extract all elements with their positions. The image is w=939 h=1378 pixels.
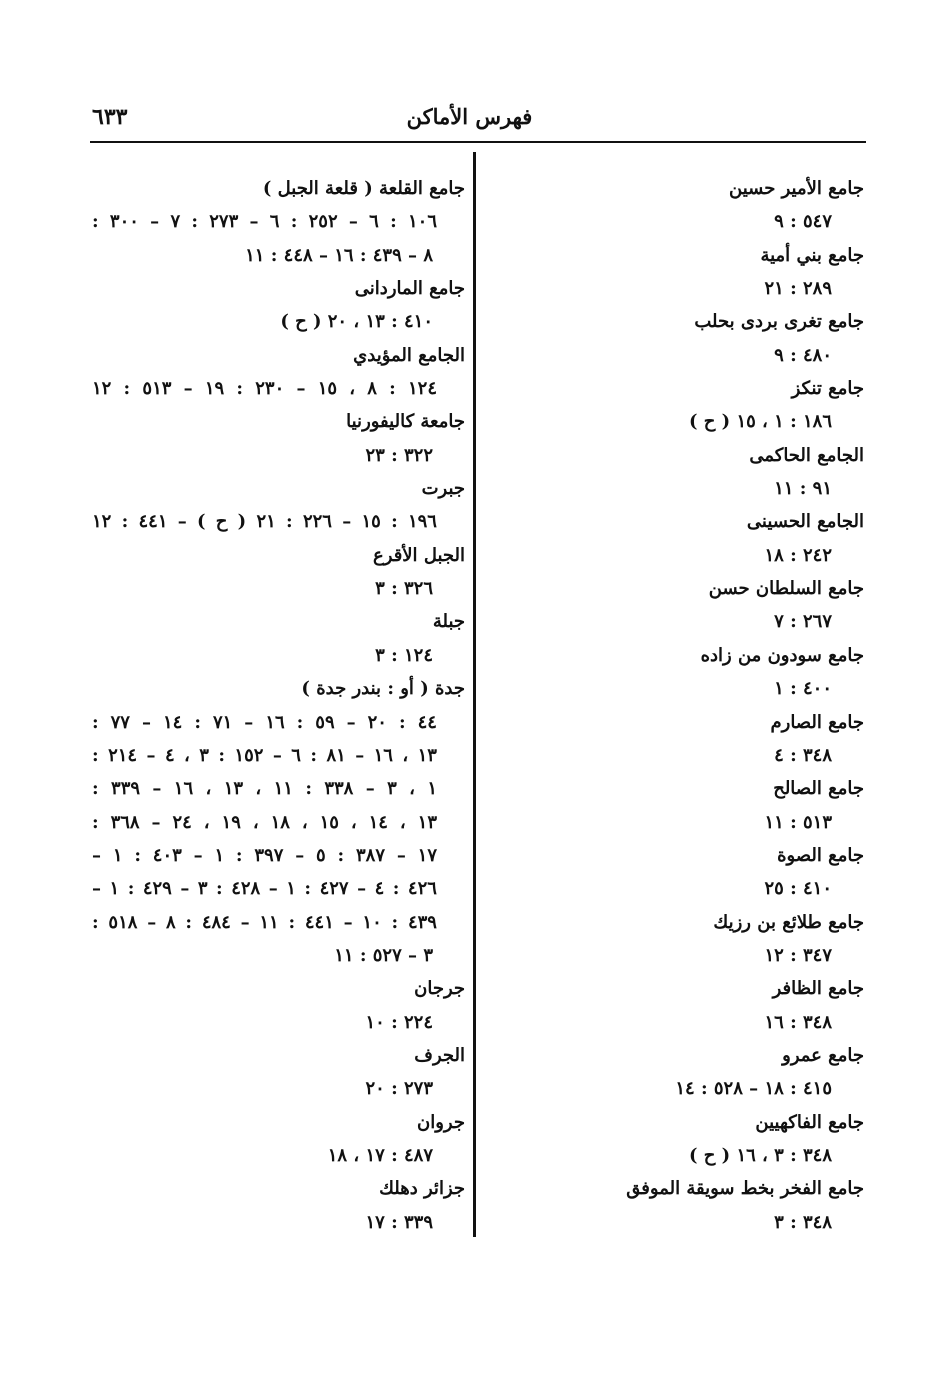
index-entry-pages: ٤٨٧ : ١٧ ، ١٨ <box>327 1144 433 1166</box>
index-entry-pages: ٨ – ٤٣٩ : ١٦ – ٤٤٨ : ١١ <box>245 244 433 266</box>
index-entry-heading: جامع الماردانى <box>354 278 465 300</box>
left-index-column <box>92 172 465 1239</box>
index-entry-pages: ١٣ ، ١٦ – ٨١ : ٦ – ١٥٢ : ٣ ، ٤ – ٢١٤ : <box>92 744 437 766</box>
index-entry-heading: جامع الصارم <box>770 711 864 733</box>
index-entry-heading: جامع عمرو <box>782 1044 864 1066</box>
index-entry-heading: جامعة كاليفورنيا <box>346 411 465 433</box>
index-entry-pages: ١٨٦ : ١ ، ١٥ ( ح ) <box>688 411 832 433</box>
index-entry-pages: ٤٣٩ : ١٠ – ٤٤١ : ١١ – ٤٨٤ : ٨ – ٥١٨ : <box>92 911 437 933</box>
index-entry-pages: ١ ، ٣ – ٣٣٨ : ١١ ، ١٣ ، ١٦ – ٣٣٩ : <box>92 778 438 800</box>
index-entry-pages: ٣٤٨ : ٤ <box>774 744 832 766</box>
index-entry-heading: جامع تنكز <box>791 378 864 400</box>
index-entry-pages: ١٢٤ : ٣ <box>375 644 433 666</box>
index-entry-pages: ٢٦٧ : ٧ <box>774 611 832 633</box>
index-entry-pages: ٣٣٩ : ١٧ <box>365 1211 433 1233</box>
index-entry-heading: جامع تغرى بردى بحلب <box>694 311 864 333</box>
index-entry-heading: الجامع الحاكمى <box>749 444 864 466</box>
index-entry-heading: جامع الصوة <box>777 844 864 866</box>
index-entry-heading: الجبل الأقرع <box>373 544 465 566</box>
index-entry-pages: ١٩٦ : ١٥ – ٢٢٦ : ٢١ ( ح ) – ٤٤١ : ١٢ <box>92 511 437 533</box>
index-entry-heading: جرجان <box>414 978 465 1000</box>
index-entry-pages: ٤٢٦ : ٤ – ٤٢٧ : ١ – ٤٢٨ : ٣ – ٤٢٩ : ١ – <box>92 878 437 900</box>
index-entry-heading: جروان <box>417 1111 465 1133</box>
index-entry-heading: جزائر دهلك <box>379 1178 465 1200</box>
header-rule <box>90 141 866 143</box>
index-entry-heading: الجامع الحسينى <box>746 511 864 533</box>
index-entry-pages: ٤١٥ : ١٨ – ٥٢٨ : ١٤ <box>675 1078 832 1100</box>
index-entry-pages: ١٢٤ : ٨ ، ١٥ – ٢٣٠ : ١٩ – ٥١٣ : ١٢ <box>92 378 437 400</box>
index-entry-pages: ٣٢٦ : ٣ <box>375 578 433 600</box>
index-entry-pages: ٣ – ٥٢٧ : ١١ <box>334 944 433 966</box>
index-entry-heading: جدة ( أو : بندر جدة ) <box>301 678 465 700</box>
index-entry-heading: جبلة <box>432 611 465 633</box>
index-entry-heading: جامع بني أمية <box>760 244 864 266</box>
index-entry-heading: الجرف <box>414 1044 465 1066</box>
index-entry-pages: ٢٨٩ : ٢١ <box>764 278 832 300</box>
right-index-column <box>492 172 864 1239</box>
index-entry-pages: ٣٤٨ : ١٦ <box>764 1011 832 1033</box>
index-entry-heading: جامع طلائع بن رزيك <box>713 911 864 933</box>
index-entry-pages: ٤٤ : ٢٠ – ٥٩ : ١٦ – ٧١ : ١٤ – ٧٧ : <box>92 711 437 733</box>
index-entry-pages: ٤٨٠ : ٩ <box>774 344 832 366</box>
page-number: ٦٣٣ <box>92 104 128 130</box>
index-entry-pages: ٣٤٨ : ٣ <box>774 1211 832 1233</box>
index-entry-pages: ٤٠٠ : ١ <box>774 678 832 700</box>
index-entry-heading: جامع الفخر بخط سويقة الموفق <box>626 1178 864 1200</box>
index-entry-pages: ٢٢٤ : ١٠ <box>365 1011 433 1033</box>
index-entry-pages: ٣٢٢ : ٢٣ <box>365 444 433 466</box>
page-title: فهرس الأماكن <box>406 104 533 129</box>
index-entry-heading: جامع سودون من زاده <box>700 644 864 666</box>
index-entry-pages: ٣٤٧ : ١٢ <box>764 944 832 966</box>
column-divider <box>473 152 476 1237</box>
index-entry-pages: ٤١٠ : ١٣ ، ٢٠ ( ح ) <box>280 311 433 333</box>
index-entry-heading: جبرت <box>421 478 465 500</box>
index-entry-heading: جامع الصالح <box>773 778 864 800</box>
index-entry-pages: ١٠٦ : ٦ – ٢٥٢ : ٦ – ٢٧٣ : ٧ – ٣٠٠ : <box>92 211 437 233</box>
index-entry-heading: جامع القلعة ( قلعة الجبل ) <box>262 178 465 199</box>
index-entry-heading: جامع الظافر <box>772 978 864 1000</box>
index-entry-pages: ٩١ : ١١ <box>774 478 832 500</box>
index-entry-pages: ٣٤٨ : ٣ ، ١٦ ( ح ) <box>688 1144 832 1166</box>
index-entry-pages: ١٣ ، ١٤ ، ١٥ ، ١٨ ، ١٩ ، ٢٤ – ٣٦٨ : <box>92 811 437 833</box>
index-entry-heading: جامع الفاكهيين <box>755 1111 864 1133</box>
index-entry-pages: ٢٧٣ : ٢٠ <box>365 1078 433 1100</box>
index-entry-pages: ٤١٠ : ٢٥ <box>764 878 832 900</box>
index-entry-pages: ٢٤٢ : ١٨ <box>764 544 832 566</box>
index-entry-pages: ٥١٣ : ١١ <box>764 811 832 833</box>
index-entry-pages: ١٧ – ٣٨٧ : ٥ – ٣٩٧ : ١ – ٤٠٣ : ١ – <box>92 844 437 866</box>
index-entry-pages: ٥٤٧ : ٩ <box>774 211 832 233</box>
index-entry-heading: جامع السلطان حسن <box>708 578 864 600</box>
index-entry-heading: جامع الأمير حسين <box>729 178 864 199</box>
index-entry-heading: الجامع المؤيدي <box>353 344 465 366</box>
